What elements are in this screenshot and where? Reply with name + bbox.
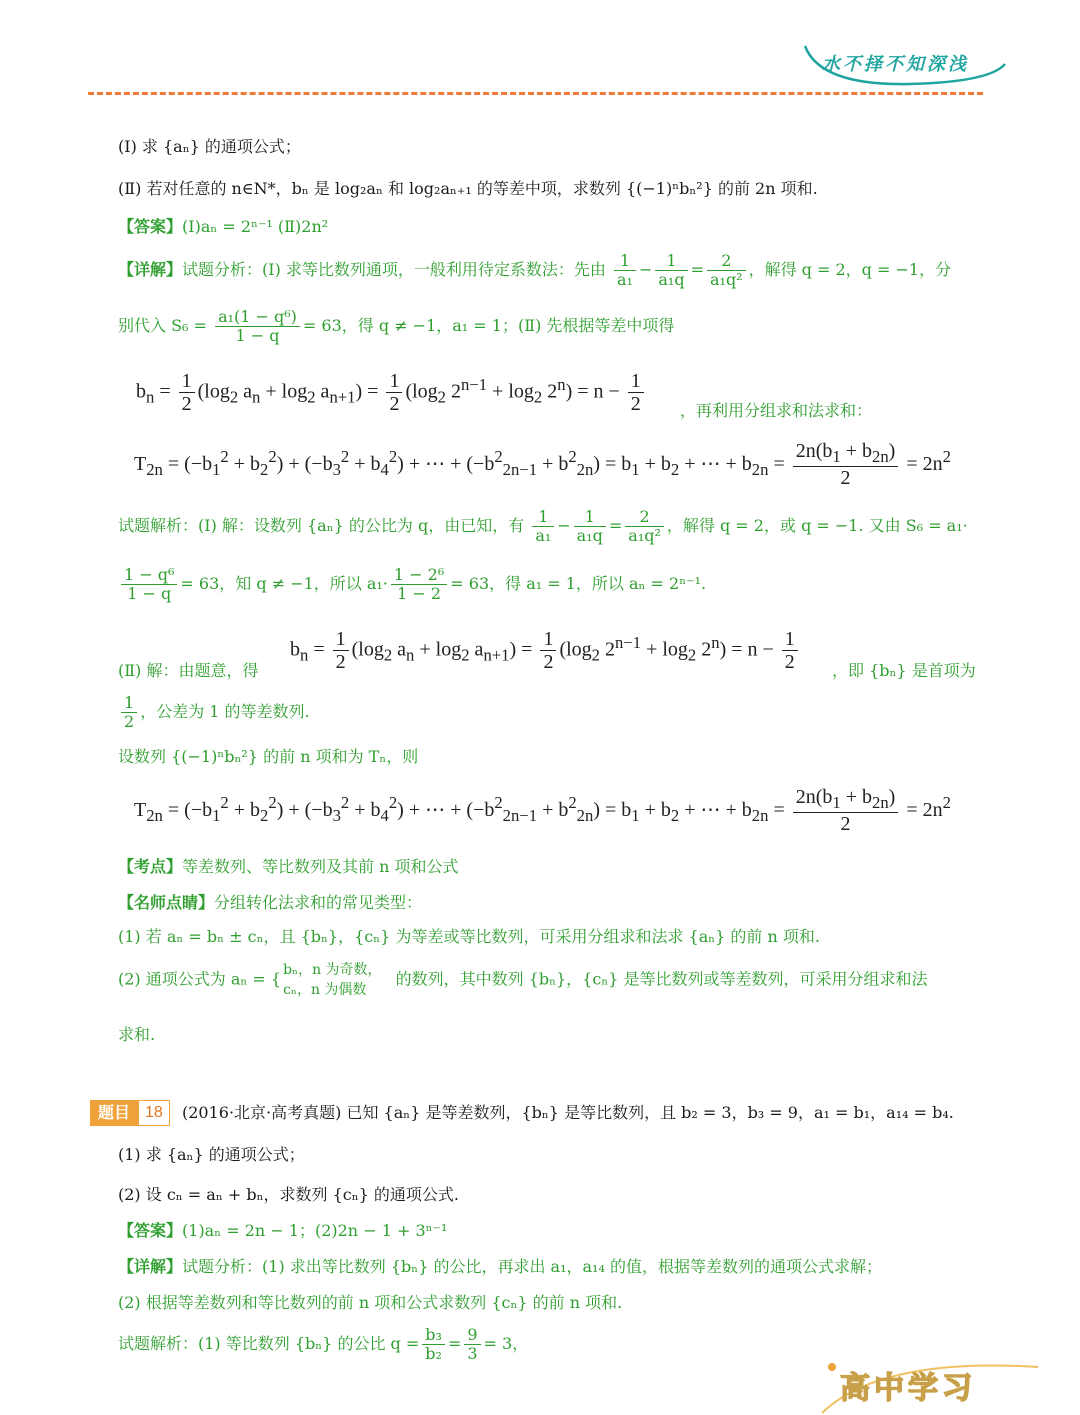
teacher-tag: 【名师点睛】: [118, 893, 215, 912]
answer-tag: 【答案】: [118, 217, 183, 236]
t2n-equation-2: $T_{2n} = (-b_1^2 + b_2^2) + (-b_3^2 + b_4^2)$ + ⋯ + $(-b^2_{2n-1} + b^2_{2n}) = b_1 + b_2$ + ⋯ + $b_{2n}$ = $\frac{2n(b_1 + b_{2n})}{2}$ = $2n^2$: [134, 786, 951, 836]
detail-text-2a: 别代入 S₆ =: [118, 316, 207, 335]
point-text: 等差数列、等比数列及其前 n 项和公式: [182, 857, 459, 876]
solution-text-4: ，公差为 1 的等差数列.: [140, 702, 310, 721]
case-odd: bₙ，n 为奇数，: [283, 962, 382, 978]
q18-sol-1a: 试题解析：(1) 等比数列 {bₙ} 的公比 q =: [118, 1334, 420, 1353]
solution-line4: $\frac{1}{2}$ ，公差为 1 的等差数列.: [118, 694, 310, 731]
logo-text: 高中学习: [840, 1371, 976, 1406]
q17-part2: (Ⅱ) 若对任意的 n∈N*，bₙ 是 log₂aₙ 和 log₂aₙ₊₁ 的等差中项，求数列 {(−1)ⁿbₙ²} 的前 2n 项和.: [118, 179, 818, 198]
case-even: cₙ，n 为偶数: [283, 982, 367, 998]
q18-stem: (2016·北京·高考真题) 已知 {aₙ} 是等差数列，{bₙ} 是等比数列，且 b₂ = 3，b₃ = 9，a₁ = b₁，a₁₄ = b₄.: [182, 1103, 954, 1122]
bn-equation: $b_n$ = $\frac{1}{2}$ ($\log_2$ $a_n + \log_2 a_{n+1}$) = $\frac{1}{2}$ ($\log_2$ $2^{n-1} + \log_2 2^n) = n$ − $\frac{1}{2}$: [136, 370, 647, 416]
detail-text-1: 试题分析：(Ⅰ) 求等比数列通项，一般利用待定系数法：先由: [182, 260, 606, 279]
solution-text-1b: ，解得 q = 2，或 q = −1. 又由 S₆ = a₁·: [666, 516, 968, 535]
q18-detail-1: [118, 1256, 882, 1278]
teacher-text: 分组转化法求和的常见类型：: [214, 893, 423, 912]
point-tag: 【考点】: [118, 857, 183, 876]
banner-text: 水不择不知深浅: [822, 54, 969, 75]
q18-solution-1: 试题解析：(1) 等比数列 {bₙ} 的公比 q = $\frac{\text{b₃}}{\text{b₂}}$ = $\frac{9}{3}$ = 3，: [118, 1325, 529, 1363]
q18-detail-tag: 【详解】: [118, 1257, 183, 1276]
q17-detail-line1: 【详解】试题分析：(Ⅰ) 求等比数列通项，一般利用待定系数法：先由 $\frac{1}{\text{a₁}}$ − $\frac{1}{\text{a₁q}}$ = $\frac{2}{\text{a₁q²}}$ ，解得 q = 2，q = −1，分: [118, 251, 952, 289]
q17-solution-line2: $\frac{\text{1 − q⁶}}{1 - q}$ = 63，知 q ≠ −1，所以 a₁· $\frac{\text{1 − 2⁶}}{1 - 2}$ = 63，得 a₁ = 1，所以 aₙ = 2ⁿ⁻¹.: [118, 566, 706, 603]
tip-2c: 求和.: [118, 1025, 156, 1044]
answer-text: (Ⅰ)aₙ = 2ⁿ⁻¹ (Ⅱ)2n²: [182, 217, 329, 236]
solution-text-2b: = 63，得 a₁ = 1，所以 aₙ = 2ⁿ⁻¹.: [450, 574, 707, 593]
header-banner: [800, 38, 1010, 90]
frac-1-over-a1: $\frac{1}{\text{a₁}}$: [614, 252, 636, 289]
frac-s6: $\frac{\text{a₁(1 − q⁶)}}{1 - q}$: [215, 308, 300, 345]
frac-2-over-a1q2: $\frac{2}{\text{a₁q²}}$: [707, 252, 746, 289]
tip-1: (1) 若 aₙ = bₙ ± cₙ，且 {bₙ}，{cₙ} 为等差或等比数列，可采用分组求和法求 {aₙ} 的前 n 项和.: [118, 927, 820, 946]
solution-line3b: ，即 {bₙ} 是首项为: [832, 661, 976, 680]
tip-2a: (2) 通项公式为 aₙ = {: [118, 969, 282, 989]
q18-answer-tag: 【答案】: [118, 1221, 183, 1240]
q18-detail-2: (2) 根据等差数列和等比数列的前 n 项和公式求数列 {cₙ} 的前 n 项和.: [118, 1293, 623, 1312]
detail-text-2b: = 63，得 q ≠ −1，a₁ = 1；(Ⅱ) 先根据等差中项得: [302, 316, 675, 335]
tip-2b: 的数列，其中数列 {bₙ}，{cₙ} 是等比数列或等差数列，可采用分组求和法: [395, 969, 928, 989]
q18-part2: (2) 设 cₙ = aₙ + bₙ，求数列 {cₙ} 的通项公式.: [118, 1185, 460, 1204]
q18-sol-1b: = 3，: [483, 1334, 529, 1353]
solution-text-2a: = 63，知 q ≠ −1，所以 a₁·: [180, 574, 388, 593]
frac-1-over-a1q: $\frac{1}{\text{a₁q}}$: [655, 252, 687, 289]
q17-solution-line1: 试题解析：(Ⅰ) 解：设数列 {aₙ} 的公比为 q，由已知，有 $\frac{1}{\text{a₁}}$ − $\frac{1}{\text{a₁q}}$ = $\frac{2}{\text{a₁q²}}$ ，解得 q = 2，或 q = −1. 又由 S₆ = a₁·: [118, 507, 968, 545]
q17-detail-line2: [118, 308, 674, 345]
q18-answer-text: (1)aₙ = 2n − 1；(2)2n − 1 + 3ⁿ⁻¹: [182, 1221, 448, 1240]
bn-equation-2: $b_n$ = $\frac{1}{2}$ ($\log_2$ $a_n + \log_2 a_{n+1}$) = $\frac{1}{2}$ ($\log_2$ $2^{n-1} + \log_2 2^n) = n$ − $\frac{1}{2}$: [290, 628, 801, 674]
q18-detail-text-1: 试题分析：(1) 求出等比数列 {bₙ} 的公比，再求出 a₁，a₁₄ 的值，根据等差数列的通项公式求解；: [182, 1257, 882, 1276]
detail-text-1b: ，解得 q = 2，q = −1，分: [748, 260, 952, 279]
q17-answer: [118, 216, 328, 238]
tip-2: [118, 960, 928, 1000]
after-bn-text: ，再利用分组求和法求和：: [680, 401, 873, 420]
q18-answer: [118, 1220, 447, 1242]
badge-number: 18: [138, 1100, 170, 1126]
header-divider: [88, 92, 983, 95]
q17-part1: (Ⅰ) 求 {aₙ} 的通项公式；: [118, 137, 301, 156]
solution-line5: 设数列 {(−1)ⁿbₙ²} 的前 n 项和为 Tₙ，则: [118, 747, 419, 766]
detail-tag: 【详解】: [118, 260, 183, 279]
q17-teacher: [118, 892, 422, 914]
question-badge: [90, 1100, 170, 1126]
t2n-equation: $T_{2n} = (-b_1^2 + b_2^2) + (-b_3^2 + b_4^2)$ + ⋯ + $(-b^2_{2n-1} + b^2_{2n}) = b_1 + b_2$ + ⋯ + $b_{2n}$ = $\frac{2n(b_1 + b_{2n})}{2}$ = $2n^2$: [134, 440, 951, 490]
q18-part1: (1) 求 {aₙ} 的通项公式；: [118, 1145, 305, 1164]
badge-label: 题目: [90, 1100, 138, 1126]
corner-logo: [820, 1355, 1040, 1415]
q17-point: [118, 856, 459, 878]
solution-line3: (Ⅱ) 解：由题意，得: [118, 661, 259, 680]
solution-text-1a: 试题解析：(Ⅰ) 解：设数列 {aₙ} 的公比为 q，由已知，有: [118, 516, 525, 535]
cases: [283, 960, 382, 1000]
